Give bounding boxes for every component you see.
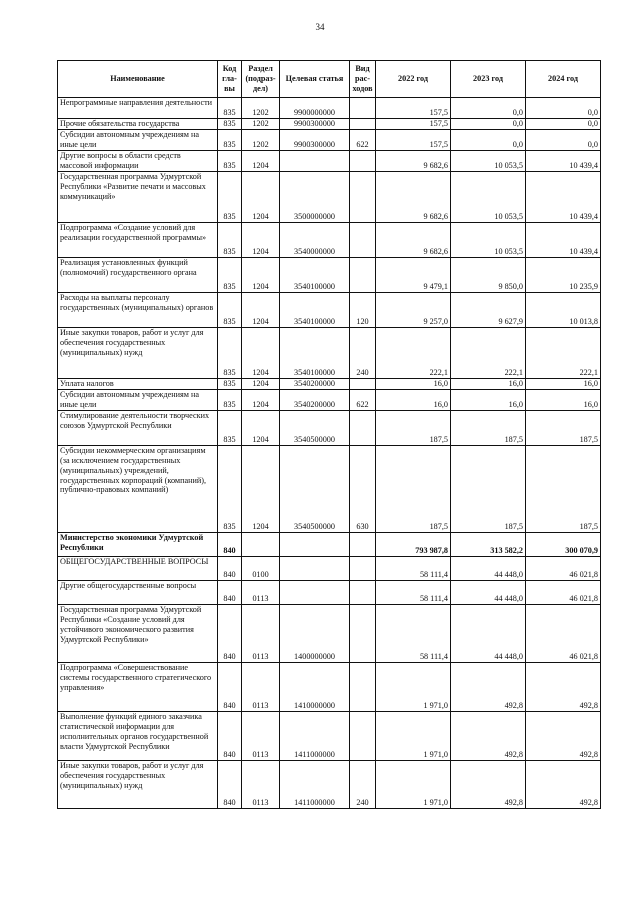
cell-type: 622	[350, 390, 376, 411]
cell-target: 3540200000	[280, 379, 350, 390]
cell-y2023: 44 448,0	[451, 557, 526, 581]
table-row	[58, 663, 601, 712]
cell-y2023: 10 053,5	[451, 172, 526, 223]
table-row	[58, 605, 601, 663]
cell-code: 840	[218, 663, 242, 712]
cell-target: 9900000000	[280, 98, 350, 119]
cell-y2023: 222,1	[451, 328, 526, 379]
cell-y2023: 10 053,5	[451, 223, 526, 258]
page-number: 34	[315, 22, 325, 32]
cell-type	[350, 605, 376, 663]
cell-y2023: 492,8	[451, 663, 526, 712]
cell-y2024: 16,0	[526, 379, 601, 390]
cell-name: Иные закупки товаров, работ и услуг для обеспечения государственных (муниципальных) нужд	[58, 328, 218, 379]
cell-code: 835	[218, 411, 242, 446]
cell-code: 835	[218, 293, 242, 328]
cell-code: 835	[218, 390, 242, 411]
cell-target	[280, 557, 350, 581]
cell-name: Уплата налогов	[58, 379, 218, 390]
cell-type	[350, 258, 376, 293]
cell-code: 835	[218, 446, 242, 533]
cell-code: 840	[218, 581, 242, 605]
cell-section: 1202	[242, 119, 280, 130]
header-target: Целевая статья	[280, 61, 350, 98]
cell-type: 240	[350, 328, 376, 379]
cell-y2022: 9 682,6	[376, 172, 451, 223]
table-header-row	[58, 61, 601, 98]
cell-code: 835	[218, 130, 242, 151]
cell-type	[350, 151, 376, 172]
cell-section: 1204	[242, 151, 280, 172]
cell-y2024: 0,0	[526, 119, 601, 130]
cell-name: Субсидии некоммерческим организациям (за исключением государственных (муниципальных) учреждений, государственных корпораций (компаний), публично-правовых компаний)	[58, 446, 218, 533]
header-section: Раздел (подраз-дел)	[242, 61, 280, 98]
cell-target: 9900300000	[280, 119, 350, 130]
cell-y2024: 222,1	[526, 328, 601, 379]
header-2024: 2024 год	[526, 61, 601, 98]
cell-type	[350, 98, 376, 119]
cell-type: 630	[350, 446, 376, 533]
cell-y2023: 10 053,5	[451, 151, 526, 172]
cell-target: 3540500000	[280, 446, 350, 533]
cell-section: 1202	[242, 98, 280, 119]
table-row	[58, 293, 601, 328]
table-row	[58, 119, 601, 130]
cell-y2023: 9 627,9	[451, 293, 526, 328]
cell-y2022: 187,5	[376, 446, 451, 533]
cell-name: Прочие обязательства государства	[58, 119, 218, 130]
table-row	[58, 379, 601, 390]
header-type: Вид рас-ходов	[350, 61, 376, 98]
cell-code: 835	[218, 98, 242, 119]
table-row	[58, 258, 601, 293]
cell-type	[350, 172, 376, 223]
cell-y2022: 222,1	[376, 328, 451, 379]
cell-y2024: 0,0	[526, 98, 601, 119]
cell-target: 9900300000	[280, 130, 350, 151]
cell-code: 840	[218, 712, 242, 761]
cell-name: Государственная программа Удмуртской Республики «Создание условий для устойчивого экономического развития Удмуртской Республики»	[58, 605, 218, 663]
cell-section: 1204	[242, 328, 280, 379]
cell-y2023: 9 850,0	[451, 258, 526, 293]
cell-target	[280, 581, 350, 605]
cell-type	[350, 712, 376, 761]
cell-code: 835	[218, 379, 242, 390]
cell-type	[350, 663, 376, 712]
cell-y2022: 9 682,6	[376, 223, 451, 258]
table-row	[58, 172, 601, 223]
cell-y2024: 187,5	[526, 446, 601, 533]
cell-y2024: 492,8	[526, 712, 601, 761]
cell-y2022: 157,5	[376, 98, 451, 119]
cell-code: 840	[218, 761, 242, 809]
cell-section: 1204	[242, 446, 280, 533]
cell-code: 835	[218, 328, 242, 379]
cell-y2024: 300 070,9	[526, 533, 601, 557]
cell-target: 3540000000	[280, 223, 350, 258]
cell-y2023: 44 448,0	[451, 605, 526, 663]
cell-type	[350, 533, 376, 557]
cell-name: Подпрограмма «Создание условий для реализации государственной программы»	[58, 223, 218, 258]
cell-y2023: 16,0	[451, 379, 526, 390]
cell-name: Расходы на выплаты персоналу государственных (муниципальных) органов	[58, 293, 218, 328]
cell-y2022: 157,5	[376, 119, 451, 130]
cell-type	[350, 223, 376, 258]
table-row	[58, 390, 601, 411]
cell-target	[280, 533, 350, 557]
cell-target: 3540100000	[280, 328, 350, 379]
cell-y2022: 793 987,8	[376, 533, 451, 557]
cell-y2022: 157,5	[376, 130, 451, 151]
cell-y2024: 46 021,8	[526, 605, 601, 663]
cell-y2022: 9 479,1	[376, 258, 451, 293]
header-2022: 2022 год	[376, 61, 451, 98]
cell-y2022: 58 111,4	[376, 557, 451, 581]
cell-y2023: 187,5	[451, 411, 526, 446]
cell-type: 120	[350, 293, 376, 328]
cell-name: Другие вопросы в области средств массовой информации	[58, 151, 218, 172]
cell-y2023: 492,8	[451, 712, 526, 761]
cell-y2022: 1 971,0	[376, 712, 451, 761]
cell-y2022: 58 111,4	[376, 605, 451, 663]
cell-section: 1204	[242, 258, 280, 293]
cell-name: Субсидии автономным учреждениям на иные цели	[58, 130, 218, 151]
table-row	[58, 712, 601, 761]
cell-target: 3540100000	[280, 293, 350, 328]
cell-name: Выполнение функций единого заказчика статистической информации для исполнительных органов государственной власти Удмуртской Республики	[58, 712, 218, 761]
cell-y2024: 10 439,4	[526, 223, 601, 258]
table-row	[58, 98, 601, 119]
cell-name: Подпрограмма «Совершенствование системы государственного стратегического управления»	[58, 663, 218, 712]
table-row	[58, 130, 601, 151]
cell-y2022: 16,0	[376, 390, 451, 411]
cell-y2024: 0,0	[526, 130, 601, 151]
cell-name: ОБЩЕГОСУДАРСТВЕННЫЕ ВОПРОСЫ	[58, 557, 218, 581]
header-code: Код гла-вы	[218, 61, 242, 98]
cell-y2022: 1 971,0	[376, 761, 451, 809]
cell-y2023: 313 582,2	[451, 533, 526, 557]
cell-code: 835	[218, 172, 242, 223]
cell-name: Стимулирование деятельности творческих союзов Удмуртской Республики	[58, 411, 218, 446]
cell-y2024: 46 021,8	[526, 581, 601, 605]
table-row	[58, 533, 601, 557]
cell-target: 3540500000	[280, 411, 350, 446]
cell-type: 622	[350, 130, 376, 151]
cell-section: 1204	[242, 293, 280, 328]
cell-section: 1204	[242, 390, 280, 411]
cell-name: Другие общегосударственные вопросы	[58, 581, 218, 605]
cell-y2024: 10 439,4	[526, 172, 601, 223]
cell-section: 0113	[242, 605, 280, 663]
cell-y2024: 16,0	[526, 390, 601, 411]
cell-y2023: 44 448,0	[451, 581, 526, 605]
cell-code: 840	[218, 533, 242, 557]
cell-name: Министерство экономики Удмуртской Республики	[58, 533, 218, 557]
cell-type	[350, 581, 376, 605]
cell-code: 835	[218, 119, 242, 130]
cell-section: 0100	[242, 557, 280, 581]
cell-name: Реализация установленных функций (полномочий) государственного органа	[58, 258, 218, 293]
cell-section: 1204	[242, 411, 280, 446]
cell-type: 240	[350, 761, 376, 809]
table-row	[58, 411, 601, 446]
table-row	[58, 581, 601, 605]
cell-section: 1202	[242, 130, 280, 151]
cell-section: 0113	[242, 581, 280, 605]
table-row	[58, 223, 601, 258]
cell-code: 835	[218, 223, 242, 258]
cell-type	[350, 411, 376, 446]
cell-section: 0113	[242, 761, 280, 809]
table-row	[58, 446, 601, 533]
cell-code: 835	[218, 151, 242, 172]
cell-section: 1204	[242, 172, 280, 223]
cell-y2023: 16,0	[451, 390, 526, 411]
table-row	[58, 328, 601, 379]
cell-target: 3500000000	[280, 172, 350, 223]
header-2023: 2023 год	[451, 61, 526, 98]
table-row	[58, 151, 601, 172]
cell-name: Государственная программа Удмуртской Республики «Развитие печати и массовых коммуникаций»	[58, 172, 218, 223]
cell-y2024: 492,8	[526, 761, 601, 809]
cell-y2023: 0,0	[451, 98, 526, 119]
cell-target: 3540200000	[280, 390, 350, 411]
cell-target	[280, 151, 350, 172]
cell-target: 1411000000	[280, 712, 350, 761]
cell-type	[350, 119, 376, 130]
cell-y2022: 16,0	[376, 379, 451, 390]
cell-name: Иные закупки товаров, работ и услуг для обеспечения государственных (муниципальных) нужд	[58, 761, 218, 809]
cell-y2022: 58 111,4	[376, 581, 451, 605]
cell-y2022: 9 682,6	[376, 151, 451, 172]
table-row	[58, 761, 601, 809]
cell-y2023: 0,0	[451, 130, 526, 151]
cell-y2022: 1 971,0	[376, 663, 451, 712]
cell-y2023: 187,5	[451, 446, 526, 533]
cell-name: Непрограммные направления деятельности	[58, 98, 218, 119]
cell-target: 3540100000	[280, 258, 350, 293]
cell-target: 1400000000	[280, 605, 350, 663]
cell-section: 0113	[242, 712, 280, 761]
cell-name: Субсидии автономным учреждениям на иные цели	[58, 390, 218, 411]
cell-section: 0113	[242, 663, 280, 712]
budget-table	[57, 60, 601, 809]
cell-code: 840	[218, 557, 242, 581]
cell-target: 1410000000	[280, 663, 350, 712]
cell-y2023: 492,8	[451, 761, 526, 809]
cell-y2024: 46 021,8	[526, 557, 601, 581]
header-name: Наименование	[58, 61, 218, 98]
cell-y2024: 10 235,9	[526, 258, 601, 293]
cell-section	[242, 533, 280, 557]
cell-type	[350, 379, 376, 390]
table-row	[58, 557, 601, 581]
cell-y2022: 9 257,0	[376, 293, 451, 328]
cell-y2024: 10 013,8	[526, 293, 601, 328]
cell-y2022: 187,5	[376, 411, 451, 446]
cell-section: 1204	[242, 379, 280, 390]
cell-target: 1411000000	[280, 761, 350, 809]
cell-y2024: 187,5	[526, 411, 601, 446]
cell-type	[350, 557, 376, 581]
cell-section: 1204	[242, 223, 280, 258]
cell-y2024: 10 439,4	[526, 151, 601, 172]
cell-y2024: 492,8	[526, 663, 601, 712]
cell-y2023: 0,0	[451, 119, 526, 130]
cell-code: 835	[218, 258, 242, 293]
cell-code: 840	[218, 605, 242, 663]
